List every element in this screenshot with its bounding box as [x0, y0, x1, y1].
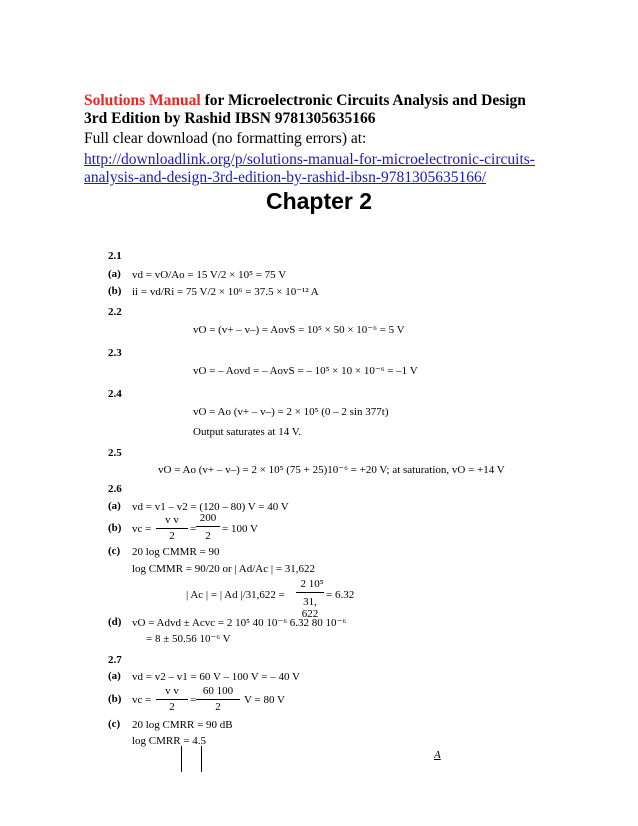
equation-prefix: vc =	[132, 694, 152, 706]
download-link-line-1[interactable]: http://downloadlink.org/p/solutions-manual-for-microelectronic-circuits-	[84, 151, 535, 168]
fraction-bar	[156, 528, 188, 529]
equation-line: 20 log CMMR = 90	[132, 546, 220, 558]
part-label: (a)	[108, 500, 121, 512]
problem-number: 2.5	[108, 447, 122, 459]
fraction-numerator: v v	[165, 514, 179, 526]
equation-line: log CMRR = 4.5	[132, 735, 207, 747]
fraction-bar	[196, 526, 220, 527]
fraction-bar	[196, 699, 240, 700]
fraction-bar	[296, 592, 324, 593]
equation-line: vO = – Aovd = – AovS = – 10⁵ × 10 × 10⁻⁶ = –1 V	[193, 365, 418, 377]
fraction-bar	[156, 699, 188, 700]
equation-line: ii = vd/Ri = 75 V/2 × 10⁶ = 37.5 × 10⁻¹² A	[132, 286, 319, 298]
fraction-denominator: 2	[169, 701, 175, 713]
equation-line: vO = Advd ± Acvc = 2 10⁵ 40 10⁻⁶ 6.32 80 10⁻⁶	[132, 617, 347, 629]
header-line-3: Full clear download (no formatting errors) at:	[84, 130, 367, 147]
title-rest: for Microelectronic Circuits Analysis and Design	[200, 92, 526, 109]
part-label: (b)	[108, 693, 122, 705]
equation-line: vd = vO/Ao = 15 V/2 × 10⁵ = 75 V	[132, 269, 287, 281]
chapter-title: Chapter 2	[265, 188, 373, 214]
fraction-numerator: 200	[199, 512, 217, 524]
problem-number: 2.1	[108, 250, 122, 262]
equation-line: 20 log CMRR = 90 dB	[132, 719, 233, 731]
part-label: (c)	[108, 718, 121, 730]
fraction-numerator: 60 100	[202, 685, 234, 697]
fraction-denominator: 31, 622	[301, 596, 319, 620]
equation-result: = 6.32	[326, 589, 355, 601]
absolute-bar-left	[181, 746, 182, 772]
header-line-1	[84, 91, 526, 111]
absolute-bar-right	[201, 746, 202, 772]
equation-prefix: vc =	[132, 523, 152, 535]
equation-line: log CMMR = 90/20 or | Ad/Ac | = 31,622	[132, 563, 316, 575]
equation-prefix: | Ac | = | Ad |/31,622 =	[186, 589, 285, 601]
fraction-numerator: v v	[165, 685, 179, 697]
download-link-line-2[interactable]: analysis-and-design-3rd-edition-by-rashid-ibsn-9781305635166/	[84, 169, 487, 186]
equation-line: vO = Ao (v+ – v–) = 2 × 10⁵ (75 + 25)10⁻⁶ = +20 V; at saturation, vO = +14 V	[158, 464, 505, 476]
part-label: (a)	[108, 670, 121, 682]
problem-number: 2.7	[108, 654, 122, 666]
equals-sign: =	[190, 694, 197, 706]
problem-number: 2.2	[108, 306, 122, 318]
equation-result: = 100 V	[222, 523, 258, 535]
title-highlight: Solutions Manual	[84, 92, 201, 109]
equation-result: V = 80 V	[244, 694, 285, 706]
footer-symbol: A	[434, 749, 441, 761]
equation-line: vd = v1 – v2 = (120 – 80) V = 40 V	[132, 501, 289, 513]
equation-line: = 8 ± 50.56 10⁻⁶ V	[146, 633, 231, 645]
part-label: (a)	[108, 268, 121, 280]
fraction-denominator: 2	[215, 701, 221, 713]
note-line: Output saturates at 14 V.	[193, 426, 302, 438]
equation-line: vO = Ao (v+ – v–) = 2 × 10⁵ (0 – 2 sin 377t)	[193, 406, 389, 418]
part-label: (b)	[108, 285, 122, 297]
part-label: (c)	[108, 545, 121, 557]
fraction-denominator: 2	[169, 530, 175, 542]
fraction-denominator: 2	[205, 530, 211, 542]
equation-line: vO = (v+ – v–) = AovS = 10⁵ × 50 × 10⁻⁶ = 5 V	[193, 324, 405, 336]
header-line-2: 3rd Edition by Rashid IBSN 9781305635166	[84, 110, 376, 127]
problem-number: 2.3	[108, 347, 122, 359]
equals-sign: =	[190, 523, 197, 535]
part-label: (b)	[108, 522, 122, 534]
fraction-numerator: 2 10⁵	[300, 578, 324, 590]
equation-line: vd = v2 – v1 = 60 V – 100 V = – 40 V	[132, 671, 300, 683]
problem-number: 2.6	[108, 483, 122, 495]
part-label: (d)	[108, 616, 122, 628]
problem-number: 2.4	[108, 388, 122, 400]
